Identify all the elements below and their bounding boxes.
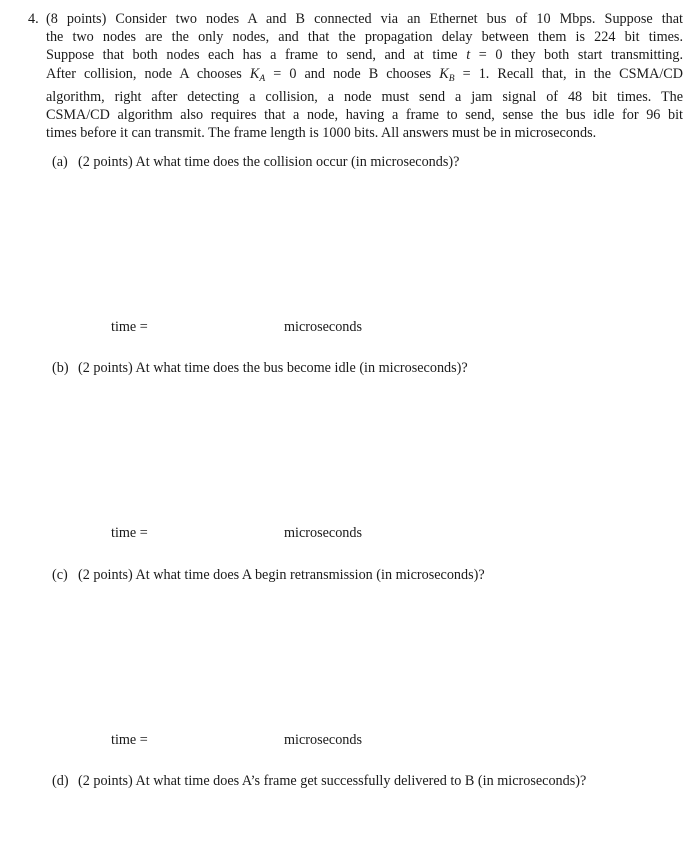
part-b-question <box>52 359 468 377</box>
problem-number: 4. <box>28 11 39 27</box>
statement-line-4-mid: = 0 and node B chooses <box>265 65 440 82</box>
part-a-text: (2 points) At what time does the collision occur (in microseconds)? <box>78 154 460 170</box>
part-b-answer-unit: microseconds <box>284 525 363 541</box>
math-var-kb: K <box>439 65 449 82</box>
part-c-answer-label: time = <box>111 732 148 748</box>
statement-line-6: CSMA/CD algorithm also requires that a node, having a frame to send, sense the bus idle for 96 bit <box>46 107 683 124</box>
statement-line-1: (8 points) Consider two nodes A and B connected via an Ethernet bus of 10 Mbps. Suppose that <box>46 11 683 27</box>
part-c-question <box>52 566 485 584</box>
part-b-label: (b) <box>52 360 69 376</box>
part-a-answer-unit: microseconds <box>284 319 363 335</box>
statement-line-3 <box>46 46 683 64</box>
part-c-answer-unit: microseconds <box>284 732 363 748</box>
statement-line-4-rest: = 1. Recall that, in the CSMA/CD <box>454 65 684 82</box>
part-b-answer-label: time = <box>111 525 148 541</box>
math-sub-b: B <box>448 73 455 84</box>
statement-line-5: algorithm, right after detecting a collision, a node must send a jam signal of 48 bit times. The <box>46 88 683 105</box>
math-sub-a: A <box>259 73 266 84</box>
statement-line-4 <box>46 65 683 88</box>
part-a-question <box>52 153 459 171</box>
part-b-text: (2 points) At what time does the bus become idle (in microseconds)? <box>78 360 468 376</box>
part-d-question <box>52 772 586 790</box>
statement-line-3-text: Suppose that both nodes each has a frame to send, and at time <box>46 47 467 64</box>
problem-statement <box>46 10 683 142</box>
part-d-text: (2 points) At what time does A’s frame get successfully delivered to B (in microseconds)? <box>78 773 587 789</box>
part-a-label: (a) <box>52 154 68 170</box>
part-a-answer-label: time = <box>111 319 148 335</box>
math-var-t: t <box>466 47 471 64</box>
statement-line-2: the two nodes are the only nodes, and that the propagation delay between them is 224 bit times. <box>46 29 683 46</box>
statement-line-7: times before it can transmit. The frame length is 1000 bits. All answers must be in microseconds. <box>46 125 597 142</box>
problem-4 <box>28 10 683 142</box>
part-c-text: (2 points) At what time does A begin retransmission (in microseconds)? <box>78 567 485 583</box>
math-var-ka: K <box>249 65 260 82</box>
statement-line-4-text: After collision, node A chooses <box>46 65 250 82</box>
statement-line-3-rest: = 0 they both start transmitting. <box>470 47 683 64</box>
part-c-label: (c) <box>52 567 68 583</box>
part-d-label: (d) <box>52 773 69 789</box>
